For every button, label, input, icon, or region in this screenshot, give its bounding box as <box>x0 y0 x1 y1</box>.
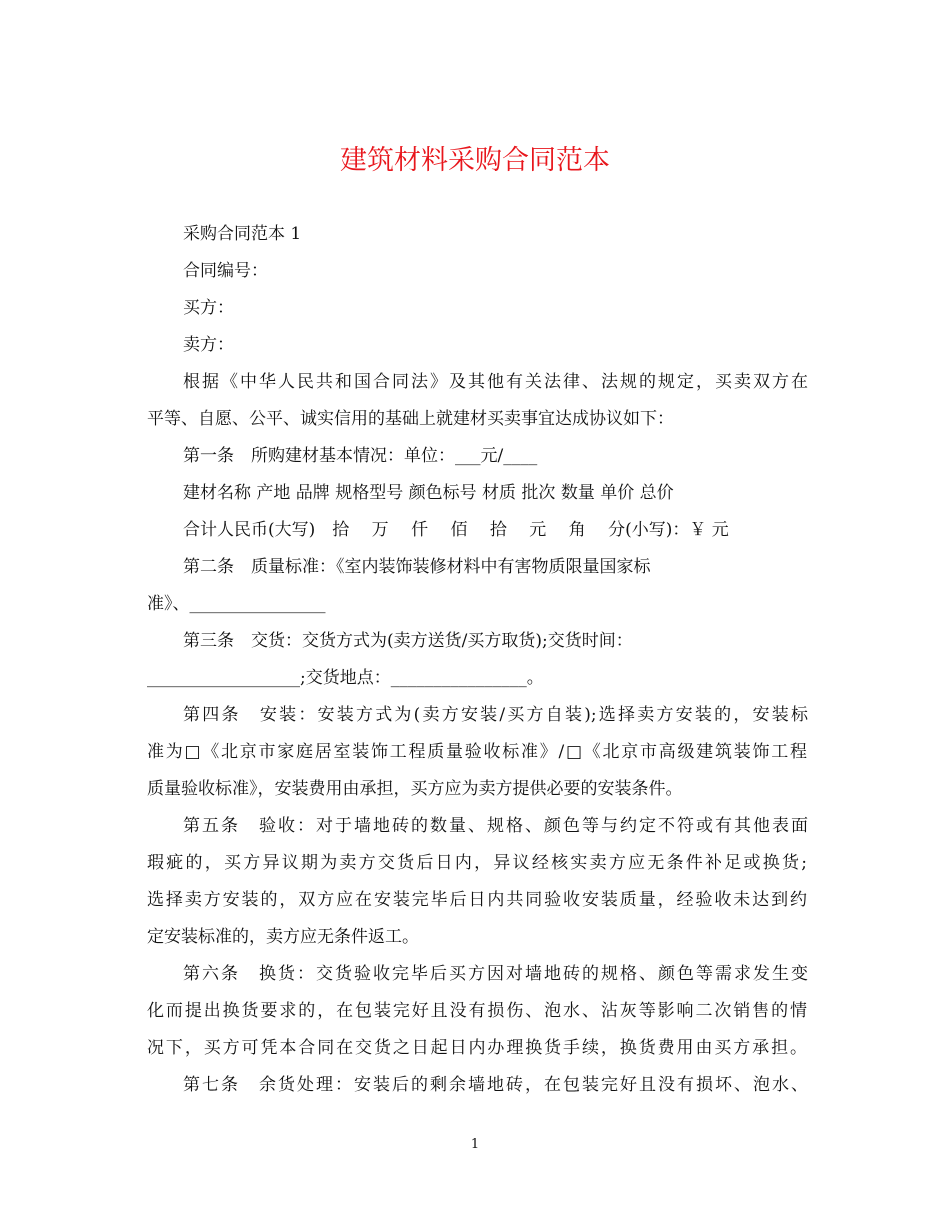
seller-line: 卖方： <box>183 335 234 355</box>
clause-6-line: 第六条 换货：交货验收完毕后买方因对墙地砖的规格、颜色等需求发生变 <box>183 964 808 984</box>
clause-7-line: 第七条 余货处理：安装后的剩余墙地砖，在包装完好且没有损坏、泡水、 <box>183 1075 808 1095</box>
clause-4-line: 准为□《北京市家庭居室装饰工程质量验收标准》/□《北京市高级建筑装饰工程 <box>147 742 807 762</box>
total-amount-line: 合计人民币(大写) 拾 万 仟 佰 拾 元 角 分(小写)：￥ 元 <box>183 520 729 540</box>
clause-5-line: 定安装标准的，卖方应无条件返工。 <box>147 927 419 947</box>
clause-4-line: 质量验收标准》，安装费用由承担，买方应为卖方提供必要的安装条件。 <box>147 779 683 799</box>
document-title: 建筑材料采购合同范本 <box>340 145 610 176</box>
clause-5-line: 瑕疵的，买方异议期为卖方交货后日内，异议经核实卖方应无条件补足或换货; <box>147 853 807 873</box>
clause-1-line: 第一条 所购建材基本情况：单位：___元/____ <box>183 446 538 466</box>
material-columns-line: 建材名称 产地 品牌 规格型号 颜色标号 材质 批次 数量 单价 总价 <box>183 483 674 503</box>
page-number: 1 <box>470 1137 480 1152</box>
heading-line: 采购合同范本 1 <box>183 224 302 244</box>
clause-2-line: 准》、________________ <box>147 594 326 614</box>
paragraph-line: 根据《中华人民共和国合同法》及其他有关法律、法规的规定，买卖双方在 <box>183 372 808 392</box>
clause-6-line: 况下，买方可凭本合同在交货之日起日内办理换货手续，换货费用由买方承担。 <box>147 1038 807 1058</box>
contract-number-line: 合同编号： <box>183 261 268 281</box>
paragraph-line: 平等、自愿、公平、诚实信用的基础上就建材买卖事宜达成协议如下： <box>147 409 674 429</box>
clause-5-line: 第五条 验收：对于墙地砖的数量、规格、颜色等与约定不符或有其他表面 <box>183 816 808 836</box>
clause-2-line: 第二条 质量标准：《室内装饰装修材料中有害物质限量国家标 <box>183 557 651 577</box>
buyer-line: 买方： <box>183 298 234 318</box>
clause-3-line: __________________;交货地点：________________。 <box>147 668 544 688</box>
clause-5-line: 选择卖方安装的，双方应在安装完毕后日内共同验收安装质量，经验收未达到约 <box>147 890 807 910</box>
clause-4-line: 第四条 安装：安装方式为(卖方安装/买方自装);选择卖方安装的，安装标 <box>183 705 808 725</box>
clause-6-line: 化而提出换货要求的，在包装完好且没有损伤、泡水、沾灰等影响二次销售的情 <box>147 1001 807 1021</box>
clause-3-line: 第三条 交货：交货方式为(卖方送货/买方取货);交货时间： <box>183 631 633 651</box>
